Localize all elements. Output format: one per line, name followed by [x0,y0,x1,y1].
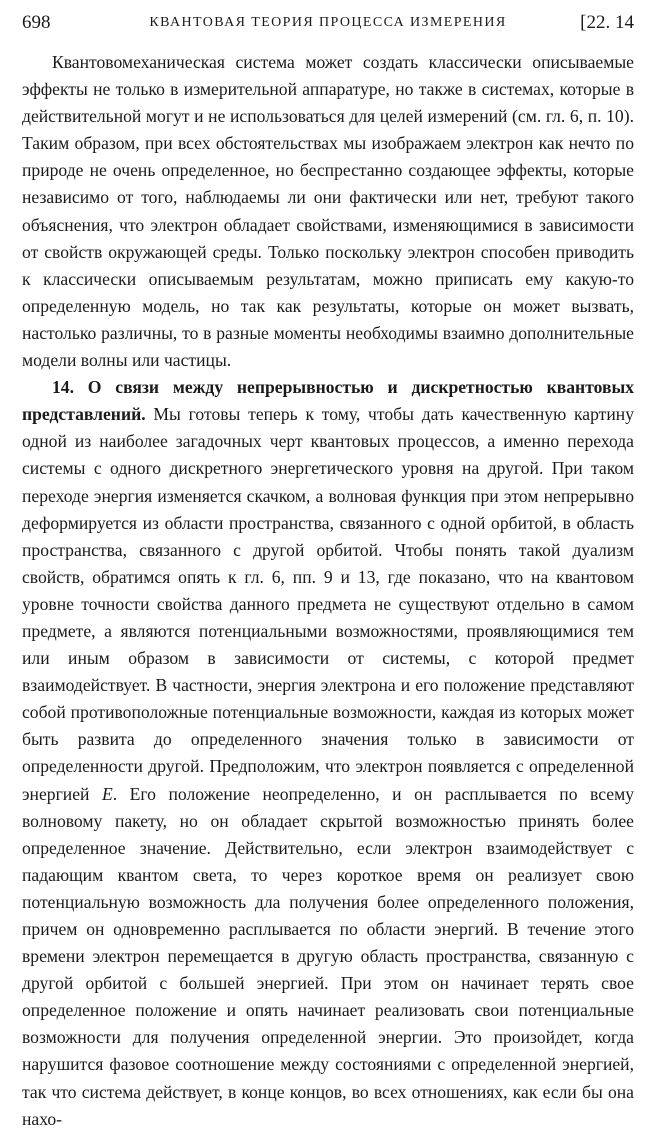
section-text-part-1: Мы готовы теперь к тому, чтобы дать качественную картину одной из наиболее загадочных черт квантовых процессов, а именно перехода системы с одного дискретного энергетического уровня на другой. При таком переходе энергия изменяется скачком, а волновая функция при этом непрерывно деформируется из области пространства, связанного с одной орбитой, в область пространства, связанного с другой орбитой. Чтобы понять такой дуализм свойств, обратимся опять к гл. 6, пп. 9 и 13, где показано, что на квантовом уровне точности свойства данного предмета не существуют отдельно в самом предмете, а являются потенциальными возможностями, проявляющимися тем или иным образом в зависимости от системы, с которой предмет взаимодействует. В частности, энергия электрона и его положение представляют собой противоположные потенциальные возможности, каждая из которых может быть развита до определенного значения только в зависимости от определенности другой. Предположим, что электрон появляется с определенной энергией [22,404,634,804]
section-reference: [22. 14 [580,12,634,33]
page-body [22,49,634,1133]
energy-variable: E [101,783,113,804]
page-number: 698 [22,12,51,33]
page-header [22,10,634,36]
paragraph-section-14 [22,374,634,1133]
section-text-part-2: . Его положение неопределенно, и он расплывается по всему волновому пакету, но он обладает скрытой возможностью принять более определенное значение. Действительно, если электрон взаимодействует с падающим квантом света, то через короткое время он реализует свою потенциальную возможность дла получения более определенного положения, причем он одновременно расплывается по области энергий. В течение этого времени электрон перемещается в другую область пространства, связанную с другой орбитой с большей энергией. При этом он начинает терять свое определенное положение и опять начинает реализовать свои потенциальные возможности для получения определенной энергии. Это произойдет, когда нарушится фазовое соотношение между состояниями с определенной энергией, так что система действует, в конце концов, во всех отношениях, как если бы она нахо- [22,783,634,1129]
section-heading: 14. О связи между непрерывностью и дискретностью квантовых представлений. [22,377,634,425]
running-title: КВАНТОВАЯ ТЕОРИЯ ПРОЦЕССА ИЗМЕРЕНИЯ [149,15,507,30]
book-page [22,10,634,1133]
paragraph-1: Квантовомеханическая система может создать классически описываемые эффекты не только в измерительной аппаратуре, но также в системах, которые в действительной могут и не использоваться для целей измерений (см. гл. 6, п. 10). Таким образом, при всех обстоятельствах мы изображаем электрон как нечто по природе не очень определенное, но беспрестанно создающее эффекты, которые независимо от того, наблюдаемы ли они фактически или нет, требуют такого объяснения, что электрон обладает свойствами, изменяющимися в зависимости от свойств окружающей среды. Только поскольку электрон способен приводить к классически описываемым результатам, можно приписать ему какую-то определенную модель, но так как результаты, которые он может вызвать, настолько различны, то в разные моменты необходимы взаимно дополнительные модели волны или частицы. [22,52,634,371]
